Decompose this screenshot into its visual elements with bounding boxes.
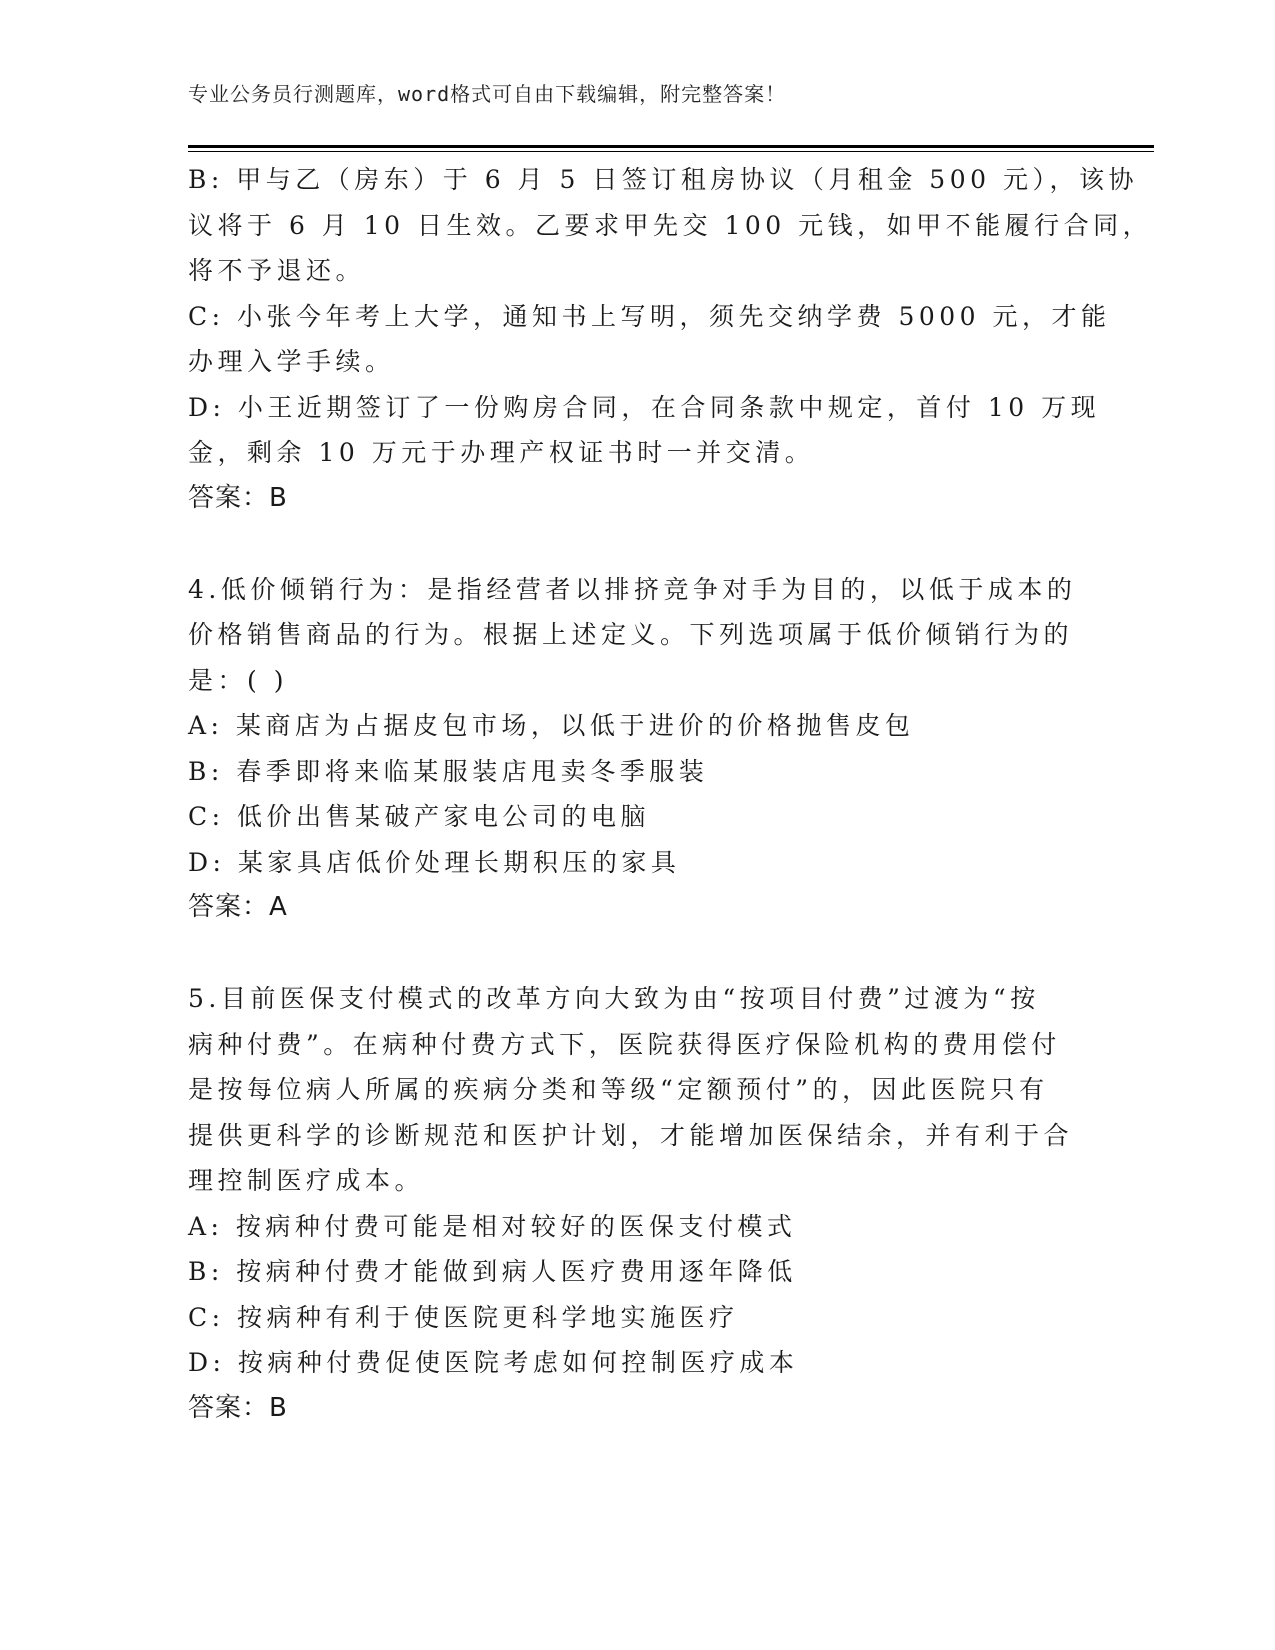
text-line: 将不予退还。	[188, 256, 366, 285]
text-line: 4.低价倾销行为：是指经营者以排挤竞争对手为目的，以低于成本的	[188, 574, 1077, 604]
q4-option-d: D: 某家具店低价处理长期积压的家具	[188, 847, 681, 877]
text-line: 是：( )	[188, 665, 288, 695]
text-line: 理控制医疗成本。	[188, 1166, 425, 1195]
q5-option-d: D: 按病种付费促使医院考虑如何控制医疗成本	[188, 1348, 799, 1377]
header-rule-thin	[188, 151, 1154, 152]
q3-answer: 答案：B	[188, 482, 288, 513]
text-line: 病种付费”。在病种付费方式下，医院获得医疗保险机构的费用偿付	[188, 1029, 1061, 1059]
text-line: 是按每位病人所属的疾病分类和等级“定额预付”的，因此医院只有	[188, 1075, 1049, 1104]
q5-answer: 答案：B	[188, 1392, 288, 1423]
text-line: 提供更科学的诊断规范和医护计划，才能增加医保结余，并有利于合	[188, 1120, 1074, 1150]
q5-option-a: A: 按病种付费可能是相对较好的医保支付模式	[188, 1211, 797, 1241]
q3-option-d	[188, 385, 1101, 476]
q4-option-c: C: 低价出售某破产家电公司的电脑	[188, 802, 650, 831]
text-line: 金，剩余 10 万元于办理产权证书时一并交清。	[188, 438, 815, 467]
text-line: C: 小张今年考上大学，通知书上写明，须先交纳学费 5000 元，才能	[188, 301, 1111, 331]
q3-option-c	[188, 294, 1111, 385]
header-rule-thick	[188, 145, 1154, 148]
q5-stem	[188, 976, 1088, 1204]
page-header: 专业公务员行测题库，word格式可自由下载编辑，附完整答案！	[188, 82, 787, 106]
text-line: D: 小王近期签订了一份购房合同，在合同条款中规定，首付 10 万现	[188, 392, 1101, 422]
q4-option-b: B: 春季即将来临某服装店甩卖冬季服装	[188, 756, 709, 786]
spacer	[188, 521, 1088, 567]
text-line: 5.目前医保支付模式的改革方向大致为由“按项目付费”过渡为“按	[188, 984, 1040, 1013]
q4-option-a: A: 某商店为占据皮包市场，以低于进价的价格抛售皮包	[188, 711, 915, 740]
text-line: 议将于 6 月 10 日生效。乙要求甲先交 100 元钱，如甲不能履行合同，	[188, 210, 1153, 240]
text-line: B: 甲与乙（房东）于 6 月 5 日签订租房协议（月租金 500 元），该协	[188, 165, 1138, 194]
q3-option-b	[188, 157, 1153, 294]
q4-answer: 答案：A	[188, 892, 288, 922]
spacer	[188, 931, 1088, 977]
text-line: 价格销售商品的行为。根据上述定义。下列选项属于低价倾销行为的	[188, 620, 1074, 649]
q5-option-c: C: 按病种有利于使医院更科学地实施医疗	[188, 1302, 739, 1332]
text-line: 办理入学手续。	[188, 347, 395, 376]
question-content	[188, 157, 1153, 1431]
q5-option-b: B: 按病种付费才能做到病人医疗费用逐年降低	[188, 1257, 797, 1286]
q4-stem	[188, 567, 1088, 704]
